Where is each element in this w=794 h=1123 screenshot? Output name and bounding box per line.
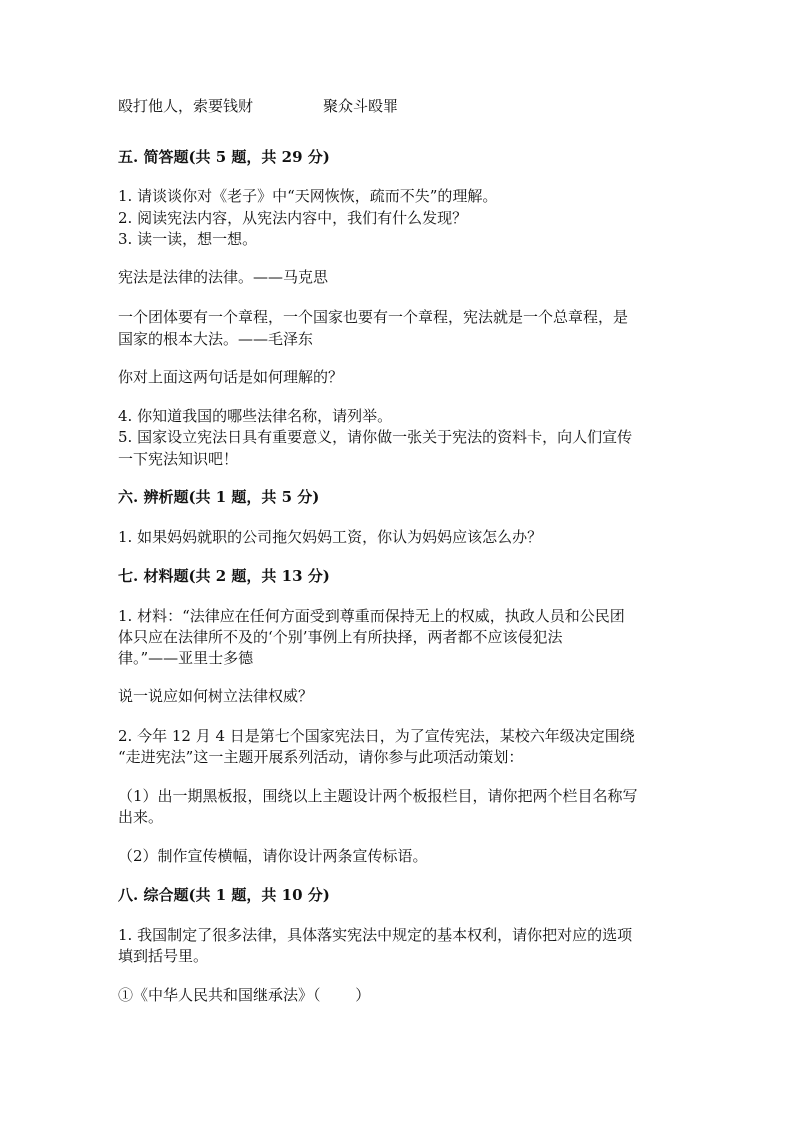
question-text: “走进宪法”这一主题开展系列活动，请你参与此项活动策划：	[118, 748, 524, 766]
question-text: （2）制作宣传横幅，请你设计两条宣传标语。	[118, 847, 428, 865]
question-text: 出来。	[118, 808, 164, 826]
question-text: 你对上面这两句话是如何理解的？	[118, 368, 344, 386]
question-text: 2. 阅读宪法内容，从宪法内容中，我们有什么发现？	[118, 209, 468, 227]
question-text: 说一说应如何树立法律权威？	[118, 687, 314, 705]
answer-row	[118, 96, 398, 116]
question-text: 律。”——亚里士多德	[118, 649, 254, 667]
question-text: 体只应在法律所不及的‘个别’事例上有所抉择，两者都不应该侵犯法	[118, 628, 563, 646]
question-text: 3. 读一读，想一想。	[118, 230, 258, 248]
section-heading-7: 七. 材料题(共 2 题，共 13 分)	[118, 567, 330, 585]
question-text: 一下宪法知识吧！	[118, 450, 239, 468]
quote-text: 一个团体要有一个章程，一个国家也要有一个章程，宪法就是一个总章程，是	[118, 308, 629, 326]
question-text: 1. 我国制定了很多法律，具体落实宪法中规定的基本权利，请你把对应的选项	[118, 926, 633, 944]
option-item: ①《中华人民共和国继承法》（ ）	[118, 986, 371, 1004]
question-text: 4. 你知道我国的哪些法律名称，请列举。	[118, 407, 393, 425]
question-text: 5. 国家设立宪法日具有重要意义，请你做一张关于宪法的资料卡，向人们宣传	[118, 428, 633, 446]
answer-right: 聚众斗殴罪	[323, 97, 399, 115]
quote-text: 宪法是法律的法律。——马克思	[118, 268, 329, 286]
answer-left: 殴打他人，索要钱财	[118, 97, 254, 115]
section-heading-6: 六. 辨析题(共 1 题，共 5 分)	[118, 488, 320, 506]
quote-text: 国家的根本大法。——毛泽东	[118, 330, 314, 348]
question-text: （1）出一期黑板报，围绕以上主题设计两个板报栏目，请你把两个栏目名称写	[118, 787, 638, 805]
section-heading-8: 八. 综合题(共 1 题，共 10 分)	[118, 886, 330, 904]
question-text: 填到括号里。	[118, 947, 209, 965]
section-heading-5: 五. 简答题(共 5 题，共 29 分)	[118, 148, 330, 166]
question-text: 1. 如果妈妈就职的公司拖欠妈妈工资，你认为妈妈应该怎么办？	[118, 528, 543, 546]
question-text: 1. 请谈谈你对《老子》中“天网恢恢，疏而不失”的理解。	[118, 187, 498, 205]
question-text: 2. 今年 12 月 4 日是第七个国家宪法日，为了宣传宪法，某校六年级决定围绕	[118, 727, 635, 745]
question-text: 1. 材料：“法律应在任何方面受到尊重而保持无上的权威，执政人员和公民团	[118, 607, 625, 625]
